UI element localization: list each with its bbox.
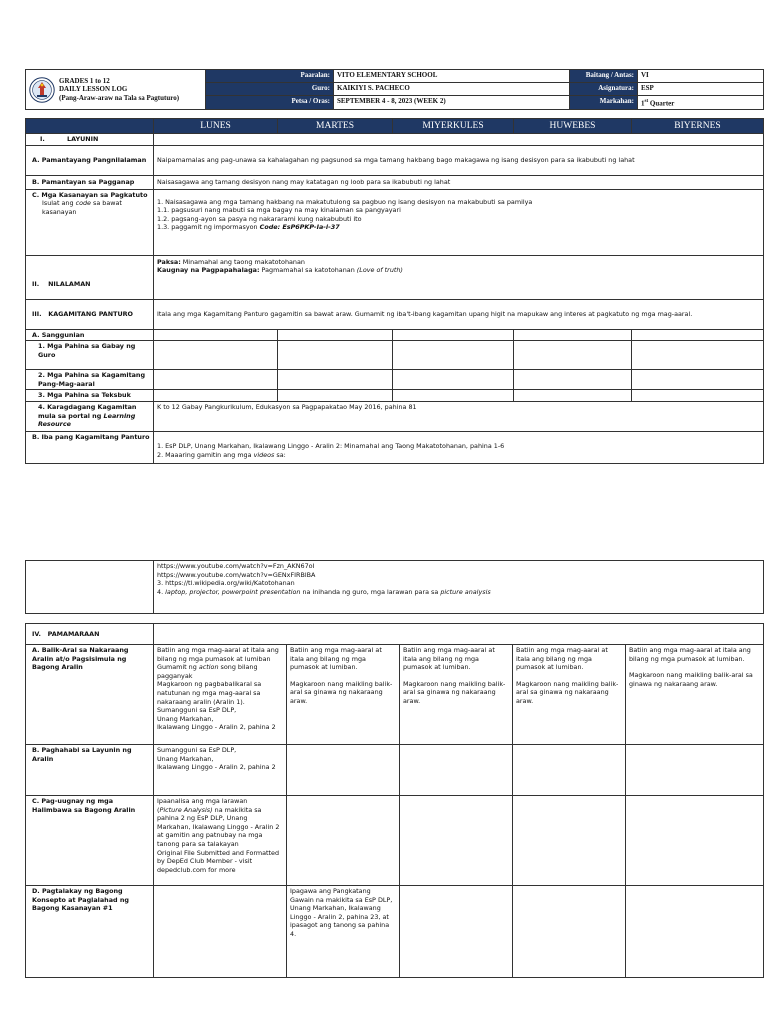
asignatura-label: Asignatura:	[570, 83, 638, 96]
gabay-guro-label: 1. Mga Pahina sa Gabay ng Guro	[26, 341, 154, 370]
karagdagang-kagamitan-label: 4. Karagdagang Kagamitan mula sa portal ng Learning Resource	[26, 401, 154, 431]
cell	[393, 370, 514, 390]
kasanayan-line4: 1.3. paggamit ng impormasyon Code: EsP6PKP-Ia-i-37	[157, 223, 340, 232]
cell	[400, 745, 513, 796]
kaugnay-line: Kaugnay na Pagpapahalaga: Pagmamahal sa katotohanan (Love of truth)	[157, 266, 403, 275]
header-table	[25, 69, 764, 110]
cell	[154, 886, 287, 978]
title-dll: DAILY LESSON LOG	[59, 85, 128, 94]
pagtalakay-martes: Ipagawa ang Pangkatang Gawain na makikita sa EsP DLP, Unang Markahan, Ikalawang Linggo - Aralin 2, pahina 23, at ipasagot ang tanong sa pahina 4.	[287, 886, 400, 978]
cell	[287, 745, 400, 796]
kasanayan-line1: 1. Naisasagawa ang mga tamang hakbang na makatutulong sa pagbuo ng isang desisyon na makabubuti sa pamilya	[157, 197, 533, 206]
cell	[393, 390, 514, 402]
lesson-log-links-page2	[25, 560, 764, 614]
cell	[514, 329, 632, 341]
cell	[154, 329, 278, 341]
day-martes: MARTES	[278, 119, 393, 134]
markahan-value: 1st Quarter	[638, 96, 764, 110]
pamantayan-pagganap-label: B. Pamantayan sa Pagganap	[26, 175, 154, 189]
wiki-link[interactable]: 3. https://tl.wikipedia.org/wiki/Katotohanan	[157, 579, 295, 588]
pamamaraan-heading: IV. PAMAMARAAN	[26, 624, 154, 645]
deped-seal-icon	[29, 77, 55, 103]
cell	[632, 341, 764, 370]
baitang-label: Baitang / Antas:	[570, 70, 638, 83]
video-link-1[interactable]: https://www.youtube.com/watch?v=Fzn_AKN67oI	[157, 562, 315, 570]
sanggunian-label: A. Sanggunian	[26, 329, 154, 341]
cell	[393, 341, 514, 370]
guro-value: KAIKIYI S. PACHECO	[334, 83, 570, 96]
cell	[632, 370, 764, 390]
day-huwebes: HUWEBES	[514, 119, 632, 134]
paaralan-value: VITO ELEMENTARY SCHOOL	[334, 70, 570, 83]
baitang-value: VI	[638, 70, 764, 83]
kagamitang-panturo-text: Itala ang mga Kagamitang Panturo gagamitin sa bawat araw. Gumamit ng iba't-ibang kagamitan upang higit na mapukaw ang interes at pagkatuto ng mga mag-aaral.	[154, 299, 764, 329]
cell	[400, 796, 513, 886]
pamantayang-pangnilalaman-label: A. Pamantayang Pangnilalaman	[26, 145, 154, 175]
layunin-blank	[154, 134, 764, 146]
iba-pang-kagamitan-text: 1. EsP DLP, Unang Markahan, Ikalawang Linggo - Aralin 2: Minamahal ang Taong Makatotohanan, pahina 1-6 2. Maaaring gamitin ang mga videos sa:	[154, 431, 764, 463]
balik-aral-martes: Batiin ang mga mag-aaral at itala ang bilang ng mga pumasok at lumiban. Magkaroon nang maikling balik-aral sa ginawa ng nakaraang araw.	[287, 645, 400, 745]
materials-line: 4. laptop, projector, powerpoint presentation na inihanda ng guro, mga larawan para sa picture analysis	[157, 587, 491, 596]
title-subtitle: (Pang-Araw-araw na Tala sa Pagtuturo)	[59, 93, 180, 102]
nilalaman-text	[154, 255, 764, 299]
day-lunes: LUNES	[154, 119, 278, 134]
lesson-log-pamamaraan	[25, 623, 764, 978]
cell	[514, 341, 632, 370]
cell	[400, 886, 513, 978]
cell	[278, 390, 393, 402]
cell	[278, 329, 393, 341]
cell	[154, 370, 278, 390]
day-biyernes: BIYERNES	[632, 119, 764, 134]
cell	[626, 796, 764, 886]
balik-aral-label: A. Balik-Aral sa Nakaraang Aralin at/o Pagsisimula ng Bagong Aralin	[26, 645, 154, 745]
teksbuk-label: 3. Mga Pahina sa Teksbuk	[26, 390, 154, 402]
links-cell	[154, 561, 764, 614]
nilalaman-label: II. NILALAMAN	[26, 255, 154, 299]
cell	[514, 370, 632, 390]
balik-aral-miyerkules: Batiin ang mga mag-aaral at itala ang bilang ng mga pumasok at lumiban. Magkaroon nang maikling balik-aral sa ginawa ng nakaraang araw.	[400, 645, 513, 745]
paghahabi-lunes: Sumangguni sa EsP DLP, Unang Markahan, Ikalawang Linggo - Aralin 2, pahina 2	[154, 745, 287, 796]
lesson-log-table-page1	[25, 118, 764, 464]
cell	[278, 341, 393, 370]
title-grades: GRADES 1 to 12	[59, 76, 110, 85]
iba-pang-kagamitan-label: B. Iba pang Kagamitang Panturo	[26, 431, 154, 463]
cell	[154, 390, 278, 402]
cell	[278, 370, 393, 390]
kasanayan-line3: 1.2. pagsang-ayon sa pasya ng nakararami kung nakabubuti ito	[157, 214, 362, 223]
guro-label: Guro:	[206, 83, 334, 96]
kasanayan-label: C. Mga Kasanayan sa Pagkatuto Isulat ang code sa bawat kasanayan	[26, 189, 154, 255]
kasanayan-line2: 1.1. pagsusuri nang mabuti sa mga bagay na may kinalaman sa pangyayari	[157, 206, 401, 215]
day-miyerkules: MIYERKULES	[393, 119, 514, 134]
cell	[514, 390, 632, 402]
pamantayan-pagganap-text: Naisasagawa ang tamang desisyon nang may katatagan ng loob para sa ikabubuti ng lahat	[154, 175, 764, 189]
kagamitang-panturo-label: III. KAGAMITANG PANTURO	[26, 299, 154, 329]
asignatura-value: ESP	[638, 83, 764, 96]
cell	[632, 329, 764, 341]
cell	[513, 886, 626, 978]
karagdagang-kagamitan-text: K to 12 Gabay Pangkurikulum, Edukasyon sa Pagpapakatao May 2016, pahina 81	[154, 401, 764, 431]
cell	[513, 796, 626, 886]
cell	[287, 796, 400, 886]
paksa-line: Paksa: Minamahal ang taong makatotohanan	[157, 257, 305, 266]
day-header-blank	[26, 119, 154, 134]
cell	[154, 341, 278, 370]
paaralan-label: Paaralan:	[206, 70, 334, 83]
links-blank	[26, 561, 154, 614]
kagamitang-mag-aaral-label: 2. Mga Pahina sa Kagamitang Pang-Mag-aaral	[26, 370, 154, 390]
pamamaraan-blank	[154, 624, 764, 645]
cell	[626, 886, 764, 978]
balik-aral-huwebes: Batiin ang mga mag-aaral at itala ang bilang ng mga pumasok at lumiban. Magkaroon nang maikling balik-aral sa ginawa ng nakaraang araw.	[513, 645, 626, 745]
markahan-label: Markahan:	[570, 96, 638, 110]
pamantayang-pangnilalaman-text: Naipamamalas ang pag-unawa sa kahalagahan ng pagsunod sa mga tamang hakbang bago makagawa ng isang desisyon para sa ikabubuti ng lahat	[154, 145, 764, 175]
kasanayan-text	[154, 189, 764, 255]
pag-uugnay-lunes: Ipaanalisa ang mga larawan (Picture Analysis) na makikita sa pahina 2 ng EsP DLP, Unang Markahan, Ikalawang Linggo - Aralin 2 at gamitin ang patnubay na mga tanong para sa talakayan Original File Submitted and Formatted by DepEd Club Member - visit depedclub.com for more	[154, 796, 287, 886]
video-link-2[interactable]: https://www.youtube.com/watch?v=GENxFIRBlBA	[157, 570, 316, 579]
cell	[513, 745, 626, 796]
petsa-label: Petsa / Oras:	[206, 96, 334, 110]
cell	[632, 390, 764, 402]
pag-uugnay-label: C. Pag-uugnay ng mga Halimbawa sa Bagong Aralin	[26, 796, 154, 886]
header-title-cell	[26, 70, 206, 110]
cell	[393, 329, 514, 341]
layunin-heading: I. LAYUNIN	[26, 134, 154, 146]
balik-aral-lunes: Batiin ang mga mag-aaral at itala ang bilang ng mga pumasok at lumiban Gumamit ng action song bilang pagganyak Magkaroon ng pagbabalikaral sa natutunan ng mga mag-aaral sa nakaraang aralin (Aralin 1). Sumangguni sa EsP DLP, Unang Markahan, Ikalawang Linggo - Aralin 2, pahina 2	[154, 645, 287, 745]
petsa-value: SEPTEMBER 4 - 8, 2023 (WEEK 2)	[334, 96, 570, 110]
pagtalakay-label: D. Pagtalakay ng Bagong Konsepto at Paglalahad ng Bagong Kasanayan #1	[26, 886, 154, 978]
cell	[626, 745, 764, 796]
balik-aral-biyernes: Batiin ang mga mag-aaral at itala ang bilang ng mga pumasok at lumiban. Magkaroon nang maikling balik-aral sa ginawa ng nakaraang araw.	[626, 645, 764, 745]
paghahabi-label: B. Paghahabi sa Layunin ng Aralin	[26, 745, 154, 796]
